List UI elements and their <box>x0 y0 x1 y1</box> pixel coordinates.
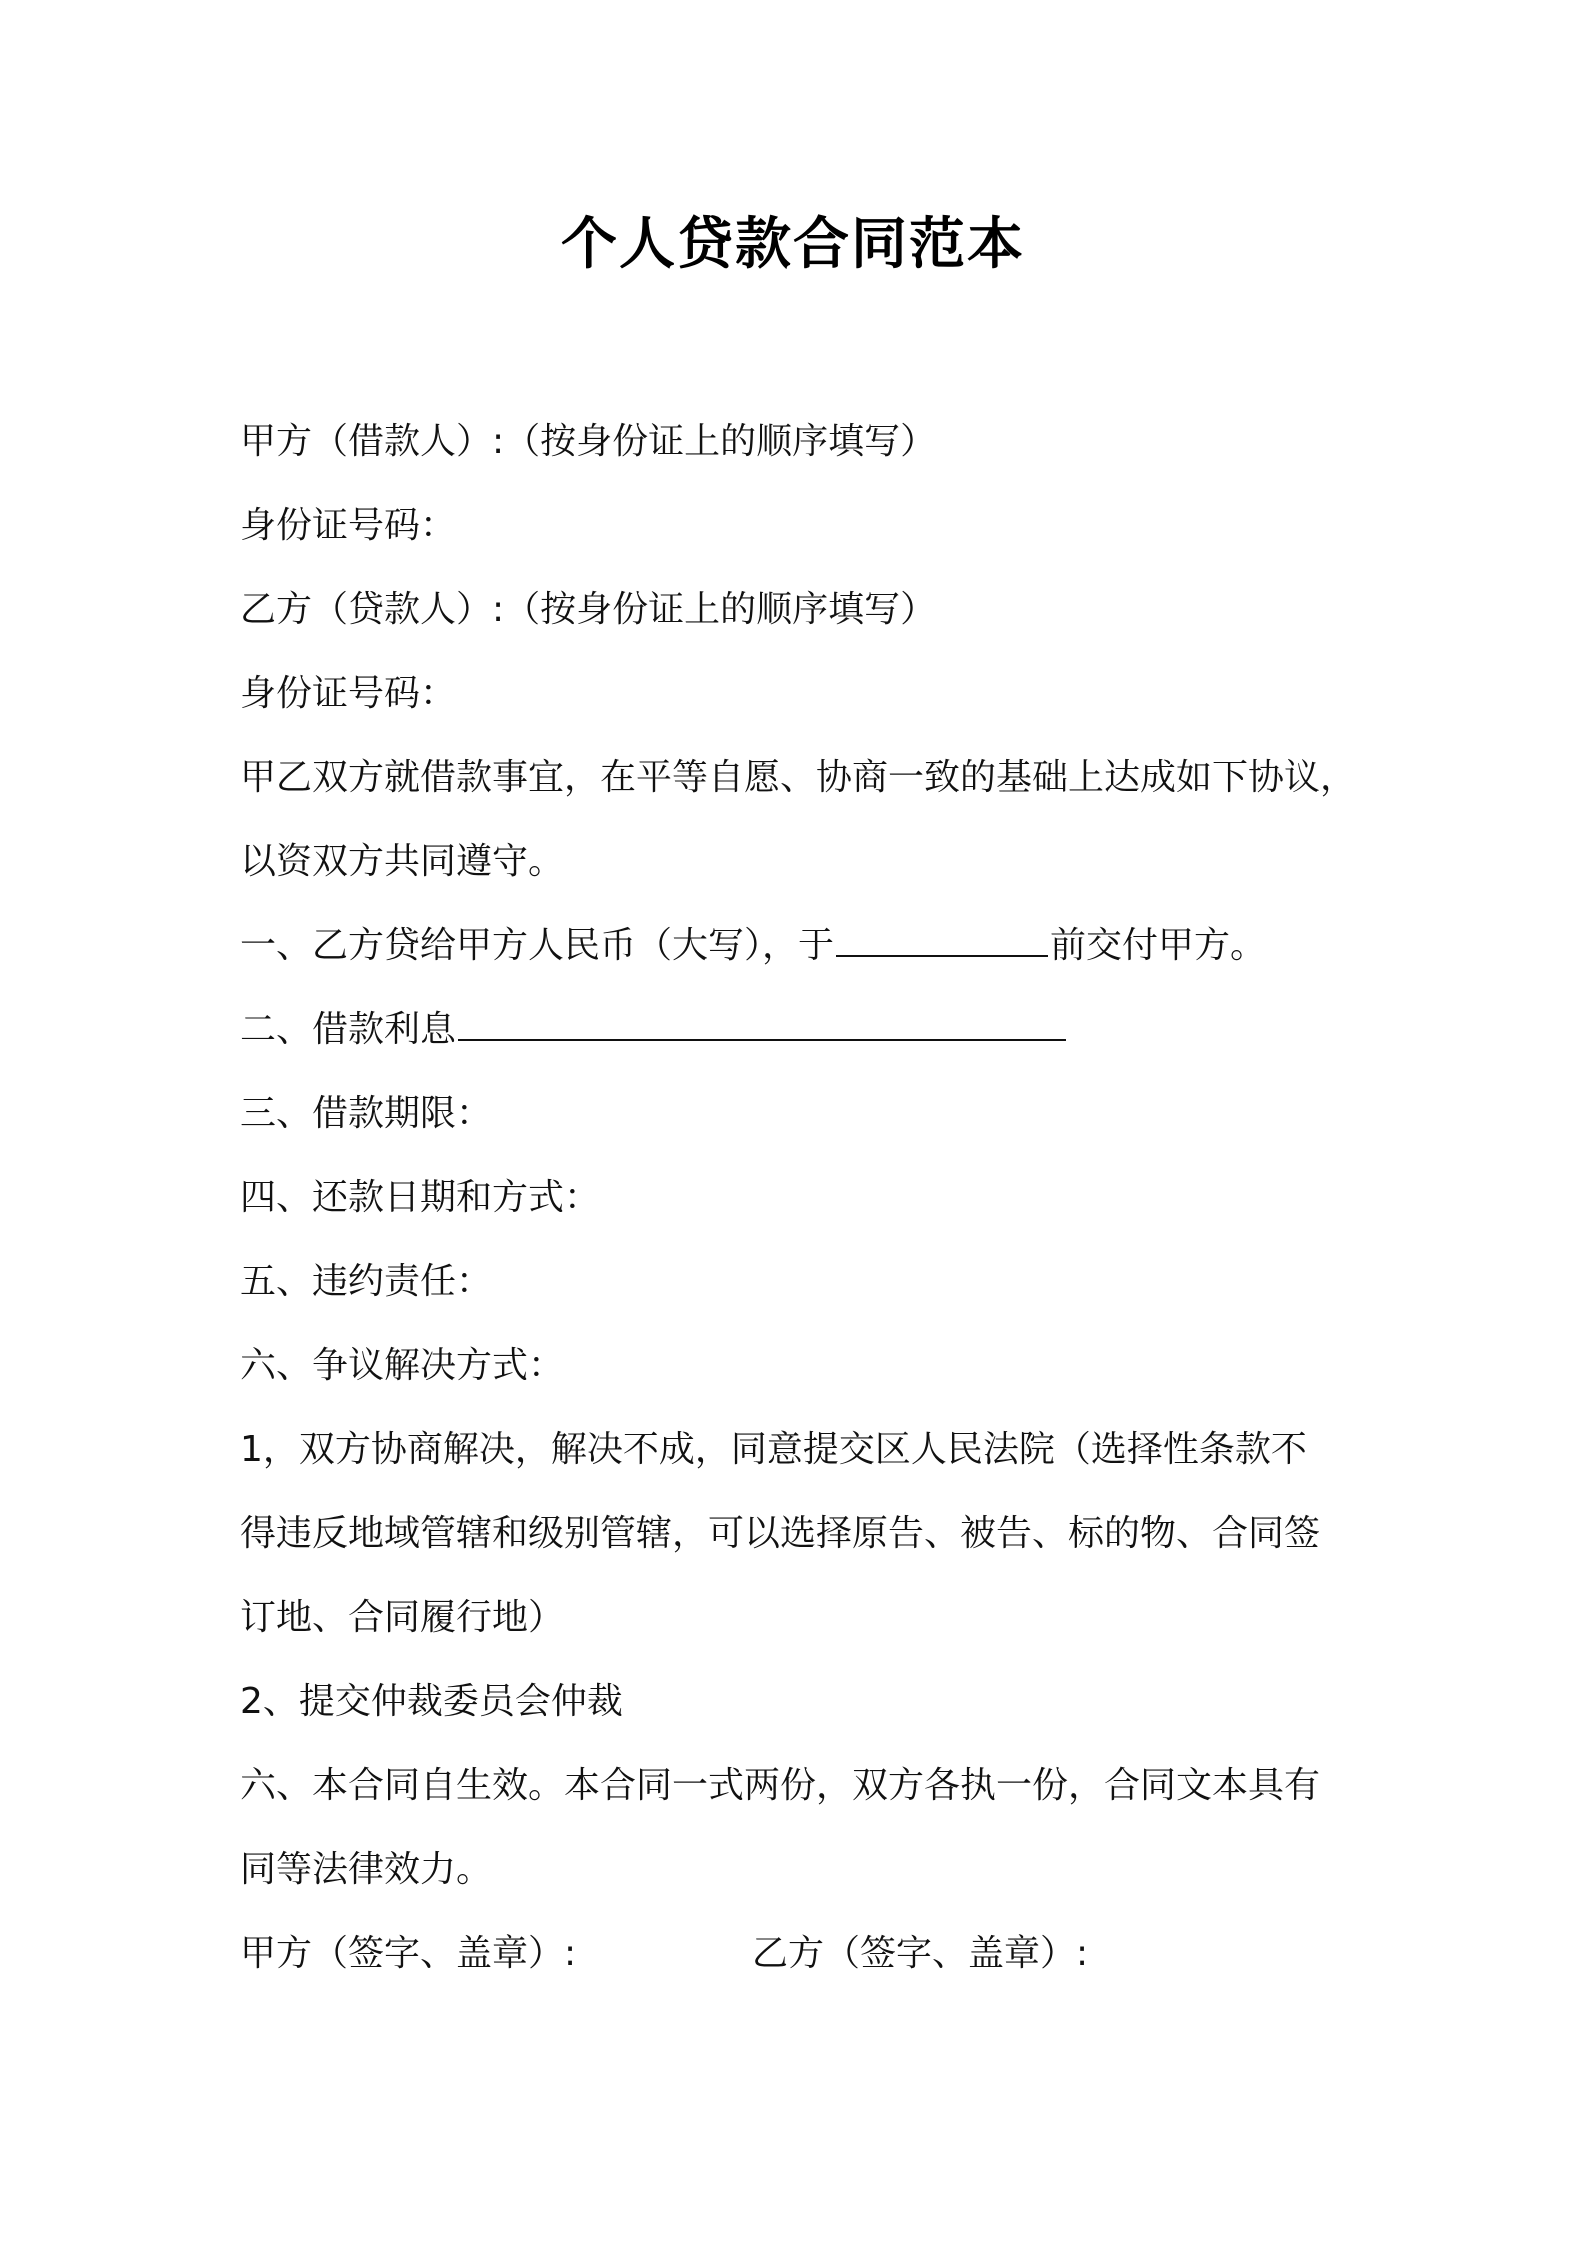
dispute-option-1-line-3: 订地、合同履行地） <box>240 1597 565 1638</box>
delivery-date-blank <box>836 919 1048 957</box>
party-b-id-line: 身份证号码： <box>240 673 457 714</box>
clause-1-text-before: 一、乙方贷给甲方人民币（大写），于 <box>240 925 835 966</box>
effect-clause-line-2: 同等法律效力。 <box>240 1849 493 1890</box>
dispute-option-1-line-1: 1，双方协商解决，解决不成，同意提交区人民法院（选择性条款不 <box>240 1429 1307 1470</box>
party-a-signature-label: 甲方（签字、盖章）: <box>240 1933 577 1974</box>
dispute-option-1-line-2: 得违反地域管辖和级别管辖，可以选择原告、被告、标的物、合同签 <box>240 1513 1321 1554</box>
preamble-line-1: 甲乙双方就借款事宜，在平等自愿、协商一致的基础上达成如下协议， <box>240 757 1357 798</box>
clause-5: 五、违约责任： <box>240 1261 493 1302</box>
clause-6: 六、争议解决方式： <box>240 1345 565 1386</box>
party-a-line: 甲方（借款人）:（按身份证上的顺序填写） <box>240 421 937 462</box>
clause-2-text: 二、借款利息 <box>240 1009 457 1050</box>
clause-1 <box>240 904 1360 988</box>
clause-4: 四、还款日期和方式： <box>240 1177 601 1218</box>
interest-blank <box>458 1003 1066 1041</box>
party-b-signature-label: 乙方（签字、盖章）: <box>752 1933 1089 1974</box>
document-body <box>240 400 1360 1996</box>
clause-3: 三、借款期限： <box>240 1093 493 1134</box>
preamble-line-2: 以资双方共同遵守。 <box>240 841 565 882</box>
party-b-line: 乙方（贷款人）:（按身份证上的顺序填写） <box>240 589 937 630</box>
clause-1-text-after: 前交付甲方。 <box>1050 925 1267 966</box>
dispute-option-2: 2、提交仲裁委员会仲裁 <box>240 1681 623 1722</box>
clause-2 <box>240 988 1360 1072</box>
signature-row <box>240 1912 1360 1996</box>
party-a-id-line: 身份证号码： <box>240 505 457 546</box>
effect-clause-line-1: 六、本合同自生效。本合同一式两份，双方各执一份，合同文本具有 <box>240 1765 1321 1806</box>
document-title: 个人贷款合同范本 <box>561 212 1025 277</box>
